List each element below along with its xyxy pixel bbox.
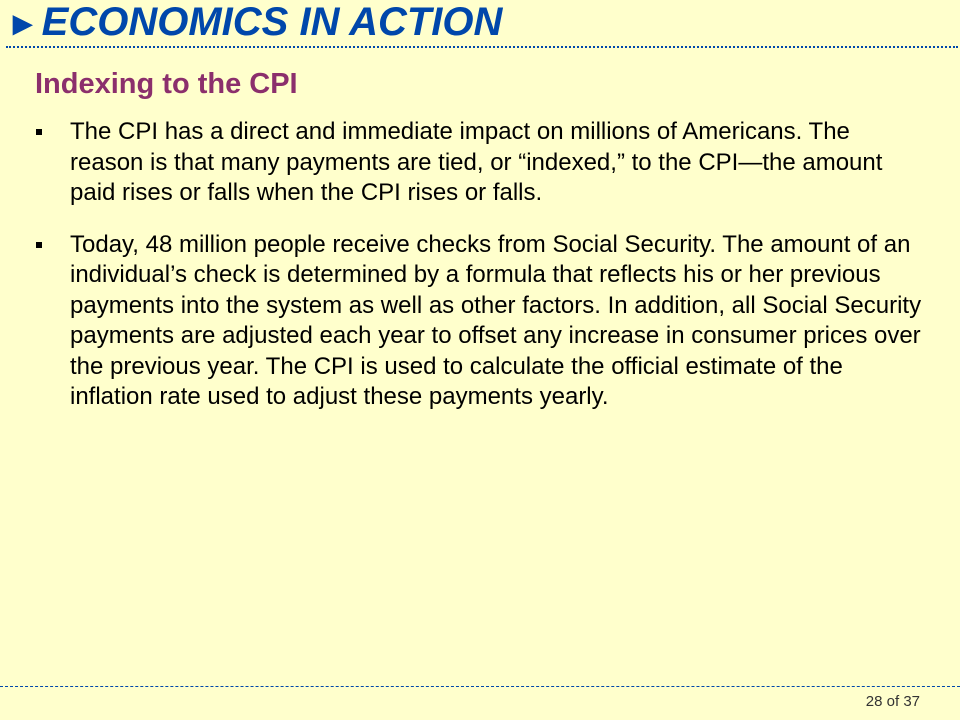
section-header [6,0,502,46]
bullet-text-1: The CPI has a direct and immediate impact on millions of Americans. The reason is that many payments are tied, or “indexed,” to the CPI—the amount paid rises or falls when the CPI rises or falls. [70,118,883,206]
page-total: 37 [903,693,920,710]
section-header-label: ECONOMICS IN ACTION [41,0,503,44]
bullet-text-2: Today, 48 million people receive checks from Social Security. The amount of an individual’s check is determined by a formula that reflects his or her previous payments into the system as well as other factors. In addition, all Social Security payments are adjusted each year to offset any increase in consumer prices over the previous year. The CPI is used to calculate the official estimate of the inflation rate used to adjust these payments yearly. [70,230,922,410]
bullet-item-2 [35,230,925,413]
header-divider [6,46,958,48]
square-bullet-icon [36,129,42,135]
bullet-item-1 [35,117,925,209]
slide-title: Indexing to the CPI [35,68,298,100]
square-bullet-icon [36,242,42,248]
page-of-label: of [886,693,900,710]
footer-divider [0,686,960,687]
bullet-list [35,117,925,434]
page-current: 28 [865,693,883,710]
page-number [866,693,920,710]
arrow-right-icon: ► [6,5,40,43]
